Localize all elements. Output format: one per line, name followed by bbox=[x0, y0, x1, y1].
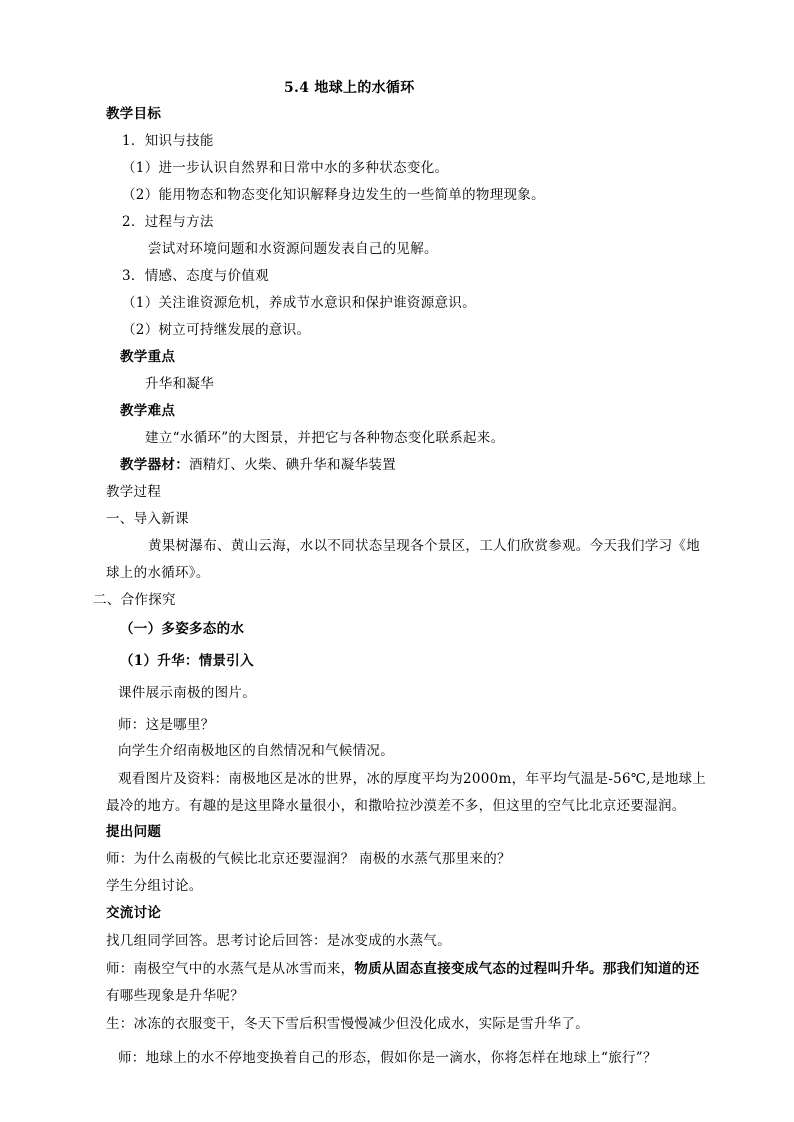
teacher-question: 师：这是哪里？ bbox=[118, 717, 215, 733]
objective-3-heading: 3．情感、态度与价值观 bbox=[122, 268, 269, 284]
key-points-text: 升华和凝华 bbox=[145, 376, 214, 392]
observation-line-2: 最冷的地方。有趣的是这里降水量很小，和撒哈拉沙漠差不多，但这里的空气比北京还要湿润。 bbox=[106, 798, 686, 814]
equipment-line bbox=[120, 456, 396, 474]
page-title: 5.4 地球上的水循环 bbox=[284, 80, 415, 96]
objective-3-item-1: （1）关注谁资源危机，养成节水意识和保护谁资源意识。 bbox=[122, 295, 476, 311]
objective-1-heading: 1．知识与技能 bbox=[122, 133, 214, 149]
objective-2-text: 尝试对环境问题和水资源问题发表自己的见解。 bbox=[148, 241, 438, 257]
objective-2-heading: 2．过程与方法 bbox=[122, 214, 214, 230]
equipment-text: 酒精灯、火柴、碘升华和凝华装置 bbox=[189, 457, 396, 473]
intro-line-1: 黄果树瀑布、黄山云海，水以不同状态呈现各个景区，工人们欣赏参观。今天我们学习《地 bbox=[148, 538, 700, 554]
difficulty-text: 建立“水循环”的大图景，并把它与各种物态变化联系起来。 bbox=[145, 430, 505, 446]
subsection-1-1-heading: （1）升华：情景引入 bbox=[120, 653, 254, 669]
intro-line-2: 球上的水循环》。 bbox=[106, 565, 210, 581]
teacher-sublimation-tail: 那我们知道的还 bbox=[602, 961, 700, 977]
objective-1-item-2: （2）能用物态和物态变化知识解释身边发生的一些简单的物理现象。 bbox=[122, 187, 545, 203]
discussion-heading: 交流讨论 bbox=[106, 905, 162, 921]
teacher-sublimation-line-2: 有哪些现象是升华呢？ bbox=[106, 988, 244, 1004]
key-points-heading: 教学重点 bbox=[120, 349, 176, 365]
objective-3-item-2: （2）树立可持继发展的意识。 bbox=[122, 322, 311, 338]
observation-line-1: 观看图片及资料：南极地区是冰的世界，冰的厚度平均为2000m，年平均气温是-56℃,是地球上 bbox=[118, 771, 707, 787]
antarctic-intro-text: 向学生介绍南极地区的自然情况和气候情况。 bbox=[118, 743, 394, 759]
student-answer: 生：冰冻的衣服变干，冬天下雪后积雪慢慢减少但没化成水，实际是雪升华了。 bbox=[106, 1016, 589, 1032]
section-2-heading: 二、合作探究 bbox=[93, 592, 176, 608]
subsection-1-heading: （一）多姿多态的水 bbox=[120, 621, 245, 637]
group-discussion-text: 学生分组讨论。 bbox=[106, 878, 203, 894]
difficulty-heading: 教学难点 bbox=[120, 403, 176, 419]
sublimation-definition: 物质从固态直接变成气态的过程叫升华。 bbox=[354, 961, 603, 977]
ask-question-text: 师：为什么南极的气候比北京还要湿润？ 南极的水蒸气那里来的？ bbox=[106, 851, 511, 867]
teacher-sublimation-line-1 bbox=[106, 960, 699, 978]
objective-1-item-1: （1）进一步认识自然界和日常中水的多种状态变化。 bbox=[122, 160, 449, 176]
equipment-label: 教学器材： bbox=[120, 457, 189, 473]
show-slide-text: 课件展示南极的图片。 bbox=[118, 685, 256, 701]
discussion-text: 找几组同学回答。思考讨论后回答：是冰变成的水蒸气。 bbox=[106, 933, 451, 949]
objectives-heading: 教学目标 bbox=[106, 106, 162, 122]
section-1-heading: 一、导入新课 bbox=[106, 511, 189, 527]
teacher-sublimation-plain: 师：南极空气中的水蒸气是从冰雪而来， bbox=[106, 961, 355, 977]
teacher-travel-question: 师：地球上的水不停地变换着自己的形态，假如你是一滴水，你将怎样在地球上“旅行”？ bbox=[118, 1050, 657, 1066]
ask-question-heading: 提出问题 bbox=[106, 824, 162, 840]
process-heading: 教学过程 bbox=[106, 484, 162, 500]
